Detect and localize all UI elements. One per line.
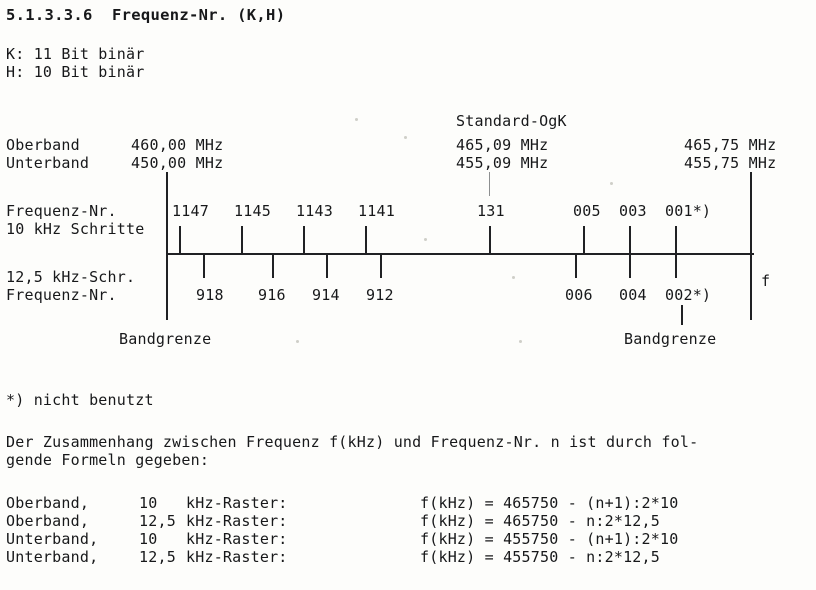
bandgrenze-left-label: Bandgrenze: [119, 330, 212, 348]
heading-spacer: [93, 6, 112, 24]
formula-expression-1: f(kHz) = 465750 - n:2*12,5: [420, 512, 660, 530]
axis-label-f: f: [761, 272, 771, 290]
oberband-ogk-freq: 465,09 MHz: [456, 136, 549, 154]
tick-914: [326, 253, 328, 278]
freq-nr-1143: 1143: [296, 202, 333, 220]
freq-nr-001: 001*): [665, 202, 712, 220]
unterband-ogk-freq: 455,09 MHz: [456, 154, 549, 172]
tick-005: [583, 226, 585, 253]
formula-expression-3: f(kHz) = 455750 - n:2*12,5: [420, 548, 660, 566]
tick-1143: [303, 226, 305, 253]
tick-006: [575, 253, 577, 278]
schritte-label-10khz: 10 kHz Schritte: [6, 220, 145, 238]
scan-speck: [355, 118, 358, 121]
bandgrenze-right-leader: [681, 305, 683, 325]
band-name-oberband: Oberband: [6, 136, 80, 154]
scan-speck: [610, 182, 613, 185]
freq-nr-003: 003: [619, 202, 647, 220]
formula-raster-value-0: 10: [139, 494, 158, 512]
standard-ogk-label: Standard-OgK: [456, 112, 567, 130]
formula-band-2: Unterband,: [6, 530, 99, 548]
scan-speck: [296, 340, 299, 343]
freq-nr-004: 004: [619, 286, 647, 304]
formula-expression-0: f(kHz) = 465750 - (n+1):2*10: [420, 494, 679, 512]
oberband-start-freq: 460,00 MHz: [131, 136, 224, 154]
scan-speck: [424, 238, 427, 241]
unterband-start-freq: 450,00 MHz: [131, 154, 224, 172]
tick-003: [629, 226, 631, 253]
tick-916: [272, 253, 274, 278]
bandgrenze-right-label: Bandgrenze: [624, 330, 717, 348]
formula-expression-2: f(kHz) = 455750 - (n+1):2*10: [420, 530, 679, 548]
schr-label-125khz: 12,5 kHz-Schr.: [6, 268, 136, 286]
standard-ogk-line: [489, 172, 490, 196]
section-title: Frequenz-Nr. (K,H): [111, 6, 286, 24]
freq-nr-1141: 1141: [358, 202, 395, 220]
formula-raster-unit-2: kHz-Raster:: [186, 530, 288, 548]
freq-nr-002: 002*): [665, 286, 712, 304]
freq-nr-005: 005: [573, 202, 601, 220]
tick-1145: [241, 226, 243, 253]
page-heading: [6, 6, 285, 24]
formula-band-3: Unterband,: [6, 548, 99, 566]
freq-nr-918: 918: [196, 286, 224, 304]
unterband-end-freq: 455,75 MHz: [684, 154, 777, 172]
tick-004: [629, 253, 631, 278]
freq-nr-006: 006: [565, 286, 593, 304]
tick-002: [675, 253, 677, 278]
frequenz-nr-label-125khz: Frequenz-Nr.: [6, 286, 117, 304]
freq-nr-912: 912: [366, 286, 394, 304]
tick-1141: [365, 226, 367, 253]
freq-nr-914: 914: [312, 286, 340, 304]
frequency-axis-line: [166, 253, 754, 255]
explanation-line-2: gende Formeln gegeben:: [6, 451, 210, 469]
oberband-end-freq: 465,75 MHz: [684, 136, 777, 154]
scan-speck: [404, 136, 407, 139]
formula-raster-value-3: 12,5: [139, 548, 176, 566]
formula-raster-value-2: 10: [139, 530, 158, 548]
frequenz-nr-label-10khz: Frequenz-Nr.: [6, 202, 117, 220]
formula-band-1: Oberband,: [6, 512, 90, 530]
freq-nr-131: 131: [477, 202, 505, 220]
formula-raster-value-1: 12,5: [139, 512, 176, 530]
tick-001: [675, 226, 677, 253]
tick-131: [489, 226, 491, 253]
bit-line-h: H: 10 Bit binär: [6, 63, 145, 81]
tick-1147: [179, 226, 181, 253]
tick-918: [203, 253, 205, 278]
footnote: *) nicht benutzt: [6, 391, 154, 409]
scan-speck: [512, 276, 515, 279]
freq-nr-916: 916: [258, 286, 286, 304]
freq-nr-1145: 1145: [234, 202, 271, 220]
scan-speck: [519, 340, 522, 343]
formula-band-0: Oberband,: [6, 494, 90, 512]
formula-raster-unit-0: kHz-Raster:: [186, 494, 288, 512]
band-name-unterband: Unterband: [6, 154, 90, 172]
bit-line-k: K: 11 Bit binär: [6, 45, 145, 63]
explanation-line-1: Der Zusammenhang zwischen Frequenz f(kHz) und Frequenz-Nr. n ist durch fol-: [6, 433, 699, 451]
section-number: 5.1.3.3.6: [6, 6, 93, 24]
tick-912: [380, 253, 382, 278]
freq-nr-1147: 1147: [172, 202, 209, 220]
band-boundary-right-line: [750, 172, 752, 320]
formula-raster-unit-3: kHz-Raster:: [186, 548, 288, 566]
band-boundary-left-line: [166, 172, 168, 320]
formula-raster-unit-1: kHz-Raster:: [186, 512, 288, 530]
